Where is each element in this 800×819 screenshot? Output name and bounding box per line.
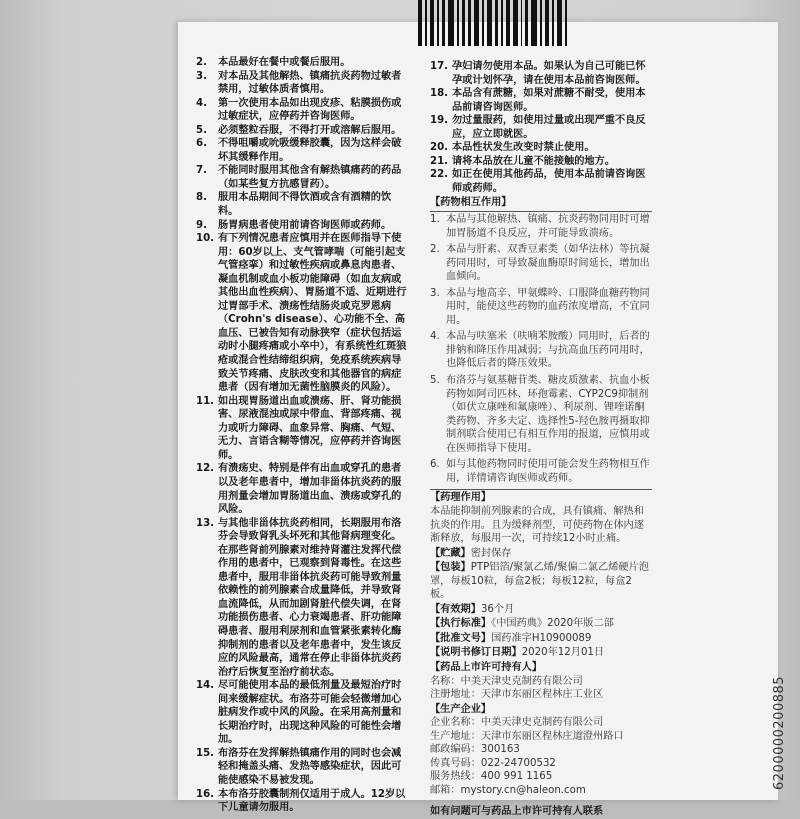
precaution-item	[196, 56, 410, 70]
precaution-item-text: 肠胃病患者使用前请咨询医师或药师。	[218, 219, 392, 231]
precaution-item	[196, 462, 410, 516]
interaction-item	[430, 458, 652, 485]
storage-field	[430, 547, 652, 561]
precaution-item	[430, 87, 652, 114]
interaction-item-number: 2.	[430, 244, 440, 256]
interaction-item	[430, 243, 652, 284]
precaution-item	[196, 219, 410, 233]
precaution-list	[196, 56, 410, 815]
storage-label: 【贮藏】	[430, 547, 471, 559]
interaction-item-text: 布洛芬与氨基糖苷类、糖皮质激素、抗血小板药物如阿司匹林、环孢霉素、CYP2C9抑制剂（如伏立康唑和氟康唑）、利尿剂、锂喹诺酮类药物、齐多夫定、选择性5-羟色胺再摄取抑制剂联合使用已有相互作用的报道，应慎用或在医师指导下使用。	[446, 375, 650, 454]
precaution-item	[196, 788, 410, 815]
precaution-item	[196, 124, 410, 138]
precaution-item-text: 对本品及其他解热、镇痛抗炎药物过敏者禁用，过敏体质者慎用。	[218, 70, 402, 96]
interaction-item	[430, 287, 652, 328]
approval-field	[430, 632, 652, 646]
precaution-item	[196, 97, 410, 124]
validity-field	[430, 603, 652, 617]
interaction-heading: 【药物相互作用】	[430, 197, 512, 209]
manufacturer-line: 生产地址：天津市东丽区程林庄道澄州路口	[430, 730, 624, 742]
mah-line: 注册地址：天津市东丽区程林庄工业区	[430, 689, 604, 701]
precaution-item	[196, 679, 410, 747]
manufacturer-line: 邮箱：mystory.cn@haleon.com	[430, 784, 586, 796]
packaging-value: PTP铝箔/聚氯乙烯/聚偏二氯乙烯硬片泡罩，每板10粒，每盒2板；每板12粒，每盒2板。	[430, 562, 649, 601]
precaution-item	[430, 60, 652, 87]
precaution-item	[196, 232, 410, 395]
precaution-item-number: 13.	[196, 517, 215, 529]
vertical-code: 6200000200885	[772, 675, 787, 790]
manufacturer-heading: 【生产企业】	[430, 703, 492, 715]
precaution-item	[196, 70, 410, 97]
standard-field	[430, 617, 652, 631]
left-column	[196, 56, 410, 815]
packaging-field	[430, 561, 652, 602]
precaution-item-text: 服用本品期间不得饮酒或含有酒精的饮料。	[218, 192, 392, 218]
precaution-item-text: 本品含有蔗糖，如果对蔗糖不耐受，使用本品前请咨询医师。	[452, 88, 646, 113]
validity-label: 【有效期】	[430, 603, 481, 615]
interaction-item	[430, 330, 652, 371]
precaution-item-number: 18.	[430, 88, 449, 100]
precaution-item-text: 如出现胃肠道出血或溃疡、肝、肾功能损害、尿液混浊或尿中带血、背部疼痛、视力或听力障碍、血象异常、胸痛、气短、无力、言语含糊等情况，应停药并咨询医师。	[218, 395, 402, 461]
manufacturer-line: 邮政编码：300163	[430, 744, 520, 756]
interaction-item-text: 本品与地高辛、甲氨蝶呤、口服降血糖药物同用时，能使这些药物的血药浓度增高，不宜同用。	[446, 287, 650, 326]
precaution-item-text: 布洛芬在发挥解热镇痛作用的同时也会减轻和掩盖头痛、发热等感染症状，因此可能使感染不易被发现。	[218, 747, 402, 786]
precaution-item-text: 与其他非甾体抗炎药相同，长期服用布洛芬会导致肾乳头坏死和其他肾病理变化。在那些肾前列腺素对维持肾灌注发挥代偿作用的患者中，已观察到肾毒性。在这些患者中，服用非甾体抗炎药可能导致剂量依赖性的前列腺素合成量降低，并导致肾血流降低，从而加剧肾脏代偿失调，在肾功能损伤患者、心力衰竭患者、肝功能障碍患者、服用利尿剂和血管紧张素转化酶抑制剂的患者以及老年患者中，发生该反应的风险最高，通常在停止非甾体抗炎药治疗后恢复至治疗前状态。	[218, 517, 402, 678]
interaction-item-text: 本品与呋塞米（呋喃苯胺酸）同用时，后者的排钠和降压作用减弱；与抗高血压药同用时，也降低后者的降压效果。	[446, 331, 650, 370]
precaution-item	[196, 517, 410, 680]
interaction-item-number: 3.	[430, 287, 440, 299]
standard-value: 《中国药典》2020年版二部	[491, 618, 614, 630]
precaution-item-text: 如正在使用其他药品，使用本品前请咨询医师或药师。	[452, 169, 646, 194]
manufacturer-line: 企业名称：中美天津史克制药有限公司	[430, 717, 604, 729]
interaction-item	[430, 213, 652, 240]
mah-line: 名称：中美天津史克制药有限公司	[430, 675, 583, 687]
precaution-item-text: 有下列情况患者应慎用并在医师指导下使用：60岁以上、支气管哮喘（可能引起支气管痉挛）和过敏性疾病或鼻息肉患者、凝血机制或血小板功能障碍（如血友病或其他出血性疾病）、胃肠道不适、近期进行过胃部手术、溃疡性结肠炎或克罗恩病（Crohn's disease）、心功能不全、高血压、已被告知有动脉狭窄（症状包括运动时小腿疼痛或小卒中），有系统性红斑狼疮或混合性结缔组织病，免疫系统疾病导致关节疼痛、皮肤改变和其他器官的病症患者（因有增加无菌性脑膜炎的风险）。	[218, 233, 407, 394]
precaution-item	[196, 395, 410, 463]
standard-label: 【执行标准】	[430, 618, 492, 630]
interaction-item-number: 4.	[430, 331, 440, 343]
interaction-list	[430, 211, 652, 490]
precaution-item-number: 4.	[196, 97, 207, 109]
precaution-item	[196, 164, 410, 191]
barcode-icon	[418, 0, 570, 46]
precaution-item	[430, 168, 652, 195]
approval-value: 国药准字H10900089	[491, 632, 592, 644]
precaution-item-text: 请将本品放在儿童不能接触的地方。	[452, 155, 615, 167]
precaution-item-text: 不得咀嚼或吮吸缓释胶囊，因为这样会破坏其缓释作用。	[218, 138, 402, 163]
revision-value: 2020年12月01日	[521, 647, 605, 659]
precaution-item-text: 必须整粒吞服，不得打开或溶解后服用。	[218, 124, 402, 136]
precaution-item-text: 孕妇请勿使用本品。如果认为自己可能已怀孕或计划怀孕，请在使用本品前咨询医师。	[452, 61, 646, 86]
packaging-label: 【包装】	[430, 562, 471, 574]
precaution-item-number: 7.	[196, 165, 207, 177]
precaution-item-number: 3.	[196, 70, 207, 82]
precaution-item	[430, 141, 652, 155]
precaution-item	[430, 114, 652, 141]
precaution-item-number: 22.	[430, 169, 449, 181]
interaction-item-number: 1.	[430, 214, 440, 226]
precaution-item-number: 8.	[196, 192, 207, 204]
precaution-item	[196, 747, 410, 788]
precaution-item-number: 21.	[430, 155, 449, 167]
approval-label: 【批准文号】	[430, 632, 492, 644]
precaution-item-number: 17.	[430, 61, 449, 72]
footer-note: 如有问题可与药品上市许可持有人联系	[430, 806, 604, 818]
interaction-item-text: 本品与其他解热、镇痛、抗炎药物同用时可增加胃肠道不良反应，并可能导致溃疡。	[446, 214, 650, 239]
pharmacology-text: 本品能抑制前列腺素的合成，具有镇痛、解热和抗炎的作用。且为缓释剂型，可使药物在体内逐渐释放，每服用一次，可持续12小时止痛。	[430, 505, 644, 545]
precaution-item-number: 20.	[430, 142, 449, 154]
interaction-item-text: 如与其他药物同时使用可能会发生药物相互作用，详情请咨询医师或药师。	[446, 459, 650, 484]
pharmacology-heading: 【药理作用】	[430, 492, 492, 504]
precaution-list-continued	[430, 60, 652, 195]
storage-value: 密封保存	[470, 547, 512, 559]
precaution-item-number: 14.	[196, 680, 215, 692]
precaution-item-text: 第一次使用本品如出现皮疹、粘膜损伤或过敏症状，应停药并咨询医师。	[218, 97, 402, 123]
precaution-item-text: 本布洛芬胶囊制剂仅适用于成人。12岁以下儿童请勿服用。	[218, 788, 406, 814]
precaution-item	[196, 191, 410, 218]
mah-details	[430, 675, 652, 702]
precaution-item-text: 本品最好在餐中或餐后服用。	[218, 57, 351, 68]
interaction-item-number: 5.	[430, 375, 440, 387]
manufacturer-line: 传真号码：022-24700532	[430, 757, 556, 769]
precaution-item-number: 10.	[196, 233, 215, 245]
manufacturer-line: 服务热线：400 991 1165	[430, 771, 553, 783]
revision-label: 【说明书修订日期】	[430, 647, 522, 659]
mah-heading: 【药品上市许可持有人】	[430, 661, 543, 673]
precaution-item-number: 12.	[196, 463, 215, 475]
precaution-item-number: 6.	[196, 138, 207, 150]
precaution-item-text: 尽可能使用本品的最低剂量及最短治疗时间来缓解症状。布洛芬可能会轻微增加心脏病发作或中风的风险。在采用高剂量和长期治疗时，出现这种风险的可能性会增加。	[218, 680, 402, 746]
precaution-item-text: 本品性状发生改变时禁止使用。	[452, 142, 595, 154]
revision-field	[430, 646, 652, 660]
precaution-item-text: 不能同时服用其他含有解热镇痛药的药品（如某些复方抗感冒药）。	[218, 165, 402, 190]
manufacturer-details	[430, 716, 652, 797]
right-column	[430, 60, 652, 819]
validity-value: 36个月	[480, 603, 515, 615]
precaution-item-number: 15.	[196, 747, 215, 759]
interaction-item	[430, 374, 652, 455]
precaution-item-number: 9.	[196, 219, 207, 231]
interaction-item-text: 本品与肝素、双香豆素类（如华法林）等抗凝药同用时，可导致凝血酶原时间延长，增加出血倾向。	[446, 244, 650, 283]
precaution-item-number: 16.	[196, 788, 215, 800]
precaution-item-text: 有溃疡史、特别是伴有出血或穿孔的患者以及老年患者中，增加非甾体抗炎药的服用剂量会增加胃肠道出血、溃疡或穿孔的风险。	[218, 463, 402, 516]
precaution-item-number: 5.	[196, 124, 207, 136]
precaution-item	[430, 155, 652, 169]
precaution-item-number: 2.	[196, 57, 207, 68]
precaution-item	[196, 137, 410, 164]
precaution-item-number: 11.	[196, 395, 215, 407]
precaution-item-number: 19.	[430, 115, 449, 127]
precaution-item-text: 勿过量服药，如使用过量或出现严重不良反应，应立即就医。	[452, 115, 646, 140]
interaction-item-number: 6.	[430, 459, 440, 471]
